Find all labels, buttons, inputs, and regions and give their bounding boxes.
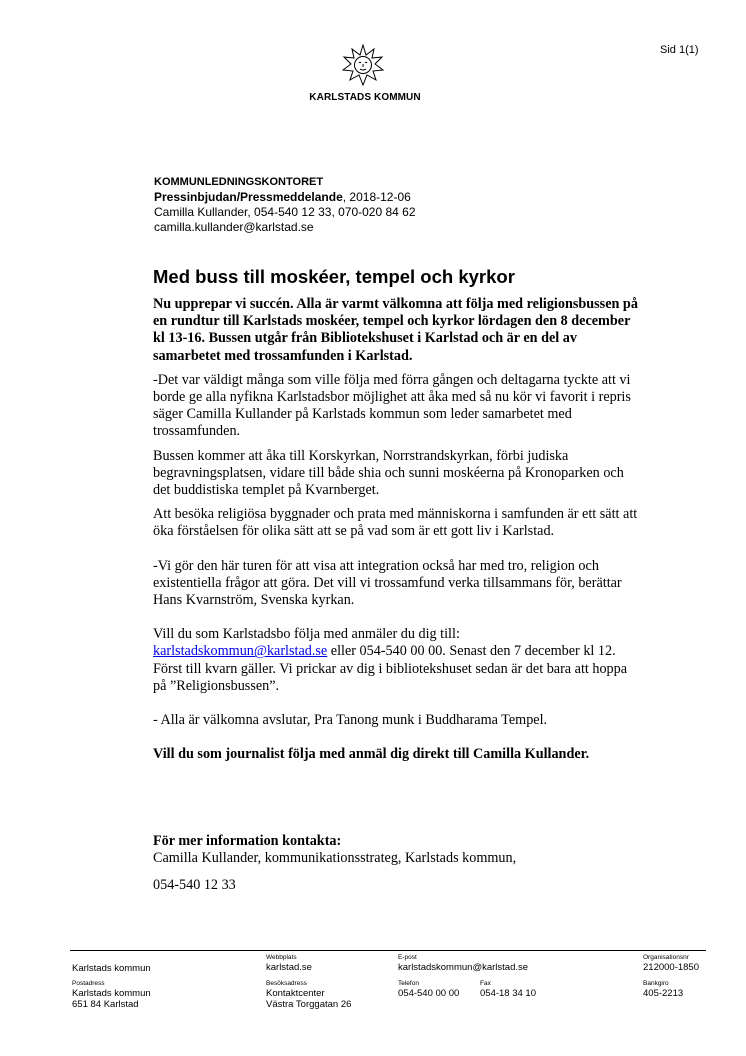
- footer-web-link[interactable]: karlstad.se: [266, 962, 312, 973]
- paragraph-4: -Vi gör den här turen för att visa att integration också har med tro, religion och existentiella frågor att göra. Det vill vi trossamfund verka tillsammans för, berättar Hans Kvarnström, Svenska kyrkan.: [153, 557, 622, 609]
- footer-fax: Fax 054-18 34 10: [480, 980, 536, 999]
- footer-email: E-post karlstadskommun@karlstad.se: [398, 954, 529, 973]
- department: KOMMUNLEDNINGSKONTORET: [154, 176, 324, 188]
- lead-paragraph: Nu upprepar vi succén. Alla är varmt välkomna att följa med religionsbussen på en rundtur till Karlstads moskéer, tempel och kyrkor lördagen den 8 december kl 13-16. Bussen utgår från Bibliotekshuset i Karlstad och är en del av samarbetet med trossamfunden i Karlstad.: [153, 296, 638, 364]
- paragraph-3: Att besöka religiösa byggnader och prata med människorna i samfunden är ett sätt att öka förståelsen för olika sätt att se på vad som är ett gott liv i Karlstad.: [153, 506, 638, 540]
- doc-type: Pressinbjudan/Pressmeddelande: [154, 190, 343, 204]
- contact-phone: 054-540 12 33: [153, 877, 236, 893]
- header-block: [154, 175, 416, 235]
- email-link[interactable]: karlstadskommun@karlstad.se: [153, 643, 328, 660]
- footer-phone: Telefon 054-540 00 00: [398, 980, 460, 999]
- paragraph-7: Vill du som journalist följa med anmäl dig direkt till Camilla Kullander.: [153, 746, 590, 763]
- paragraph-2: Bussen kommer att åka till Korskyrkan, Norrstrandskyrkan, förbi judiska begravningsplatsen, vidare till både shia och sunni moskéerna på Kronoparken och det buddistiska templet på Kvarnberget.: [153, 447, 624, 499]
- doc-date: , 2018-12-06: [342, 190, 411, 204]
- page-number: Sid 1(1): [660, 44, 699, 56]
- paragraph-5-rest: eller 054-540 00 00. Senast den 7 december kl 12. Först till kvarn gäller. Vi prickar av dig i bibliotekshuset sedan är det bara att hoppa på ”Religionsbussen”.: [153, 643, 628, 694]
- doc-type-line: [154, 190, 416, 205]
- footer-org-number: Organisationsnr 212000-1850: [643, 954, 699, 973]
- paragraph-5: [153, 626, 643, 695]
- footer-name: Karlstads kommun: [72, 963, 151, 974]
- footer-visit: Besöksadress Kontaktcenter Västra Torggatan 26: [266, 980, 352, 1010]
- org-name: KARLSTADS KOMMUN: [309, 92, 421, 103]
- paragraph-1: -Det var väldigt många som ville följa med förra gången och deltagarna tyckte att vi borde ge alla nyfikna Karlstadsbor möjlighet att åka med så nu kör vi favorit i repris säger Camilla Kullander på Karlstads kommun som leder samarbetet med trossamfunden.: [153, 371, 631, 440]
- sun-face-logo-icon: [342, 44, 384, 86]
- footer-divider: [70, 950, 706, 951]
- contact-email[interactable]: camilla.kullander@karlstad.se: [154, 220, 314, 234]
- contact-heading: För mer information kontakta:: [153, 833, 342, 849]
- contact-person: Camilla Kullander, kommunikationsstrateg, Karlstads kommun,: [153, 850, 517, 867]
- paragraph-6: - Alla är välkomna avslutar, Pra Tanong munk i Buddharama Tempel.: [153, 712, 548, 729]
- body-content: [153, 296, 643, 770]
- contact-block: [153, 833, 516, 867]
- footer-email-link[interactable]: karlstadskommun@karlstad.se: [398, 962, 529, 973]
- contact-line: Camilla Kullander, 054-540 12 33, 070-020 84 62: [154, 205, 416, 219]
- footer-bankgiro: Bankgiro 405-2213: [643, 980, 684, 999]
- headline: Med buss till moskéer, tempel och kyrkor: [153, 266, 515, 287]
- paragraph-5-intro: Vill du som Karlstadsbo följa med anmäler du dig till:: [153, 626, 460, 643]
- footer-postal: Postadress Karlstads kommun 651 84 Karlstad: [72, 980, 151, 1010]
- footer-web: Webbplats karlstad.se: [266, 954, 312, 973]
